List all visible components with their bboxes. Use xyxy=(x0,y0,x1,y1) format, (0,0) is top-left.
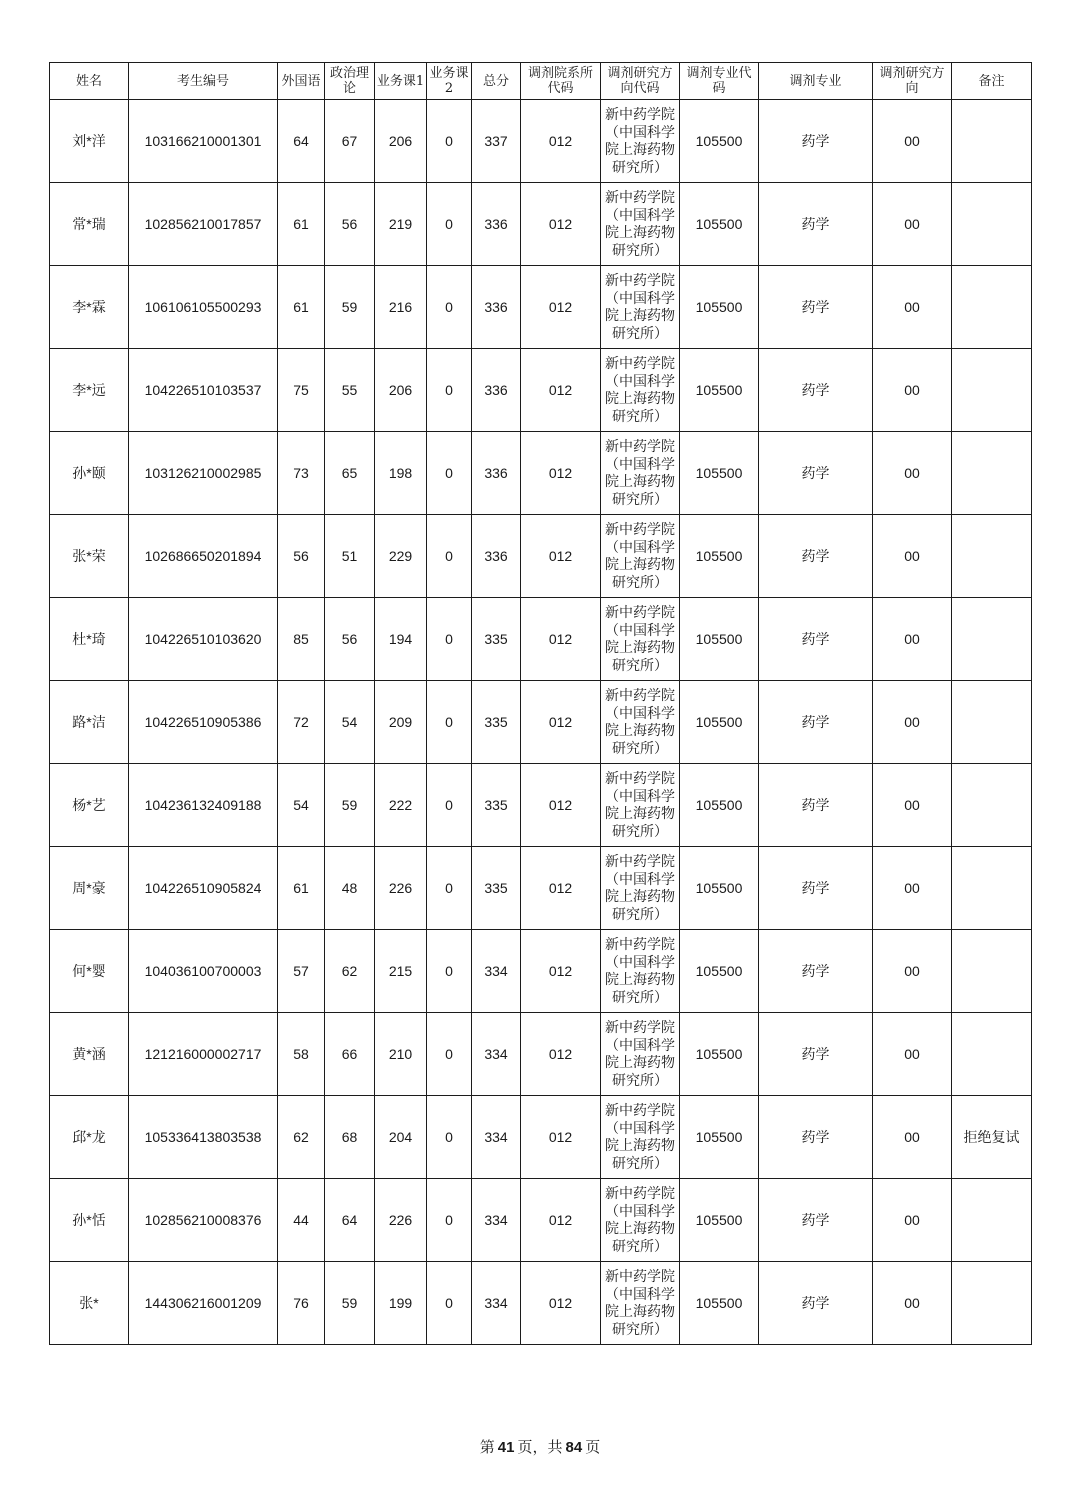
cell-direction: 00 xyxy=(873,1179,952,1262)
header-major: 调剂专业 xyxy=(759,63,873,100)
cell-direction: 00 xyxy=(873,1013,952,1096)
cell-foreign-language: 61 xyxy=(278,847,325,930)
cell-major-code: 105500 xyxy=(680,847,759,930)
cell-major-code: 105500 xyxy=(680,1179,759,1262)
cell-total: 334 xyxy=(472,1013,521,1096)
header-subject-2: 业务课2 xyxy=(427,63,472,100)
table-row xyxy=(50,183,1032,266)
cell-subject-2: 0 xyxy=(427,681,472,764)
cell-exam-id: 106106105500293 xyxy=(129,266,278,349)
cell-name: 杨*艺 xyxy=(50,764,129,847)
cell-remark xyxy=(952,266,1032,349)
cell-foreign-language: 75 xyxy=(278,349,325,432)
cell-dept-code: 012 xyxy=(521,847,601,930)
cell-total: 335 xyxy=(472,764,521,847)
cell-remark xyxy=(952,432,1032,515)
cell-subject-1: 229 xyxy=(375,515,427,598)
cell-remark xyxy=(952,349,1032,432)
cell-exam-id: 104036100700003 xyxy=(129,930,278,1013)
cell-major: 药学 xyxy=(759,930,873,1013)
cell-subject-1: 222 xyxy=(375,764,427,847)
cell-subject-2: 0 xyxy=(427,266,472,349)
cell-major-code: 105500 xyxy=(680,1013,759,1096)
cell-direction: 00 xyxy=(873,515,952,598)
cell-major: 药学 xyxy=(759,681,873,764)
cell-dept-code: 012 xyxy=(521,1096,601,1179)
cell-college: 新中药学院（中国科学院上海药物研究所） xyxy=(601,183,680,266)
cell-major: 药学 xyxy=(759,183,873,266)
cell-remark xyxy=(952,681,1032,764)
header-dept-code: 调剂院系所代码 xyxy=(521,63,601,100)
score-table-container xyxy=(49,62,1031,1345)
header-direction-code: 调剂研究方向代码 xyxy=(601,63,680,100)
cell-major-code: 105500 xyxy=(680,100,759,183)
cell-college: 新中药学院（中国科学院上海药物研究所） xyxy=(601,1013,680,1096)
total-page-count: 84 xyxy=(565,1439,583,1456)
cell-name: 杜*琦 xyxy=(50,598,129,681)
cell-dept-code: 012 xyxy=(521,515,601,598)
cell-major: 药学 xyxy=(759,1262,873,1345)
cell-subject-2: 0 xyxy=(427,764,472,847)
cell-subject-1: 206 xyxy=(375,349,427,432)
cell-remark: 拒绝复试 xyxy=(952,1096,1032,1179)
cell-major-code: 105500 xyxy=(680,598,759,681)
cell-total: 335 xyxy=(472,681,521,764)
cell-politics: 65 xyxy=(325,432,375,515)
cell-direction: 00 xyxy=(873,681,952,764)
cell-name: 张* xyxy=(50,1262,129,1345)
cell-total: 335 xyxy=(472,598,521,681)
cell-college: 新中药学院（中国科学院上海药物研究所） xyxy=(601,432,680,515)
cell-direction: 00 xyxy=(873,930,952,1013)
cell-college: 新中药学院（中国科学院上海药物研究所） xyxy=(601,930,680,1013)
cell-exam-id: 102856210008376 xyxy=(129,1179,278,1262)
cell-politics: 62 xyxy=(325,930,375,1013)
cell-politics: 66 xyxy=(325,1013,375,1096)
cell-total: 334 xyxy=(472,1179,521,1262)
cell-name: 李*霖 xyxy=(50,266,129,349)
cell-exam-id: 144306216001209 xyxy=(129,1262,278,1345)
cell-total: 334 xyxy=(472,1262,521,1345)
cell-name: 周*豪 xyxy=(50,847,129,930)
footer-middle: 页，共 xyxy=(517,1438,563,1456)
footer-prefix: 第 xyxy=(479,1438,495,1456)
cell-exam-id: 102686650201894 xyxy=(129,515,278,598)
cell-subject-2: 0 xyxy=(427,183,472,266)
cell-foreign-language: 72 xyxy=(278,681,325,764)
cell-major: 药学 xyxy=(759,1013,873,1096)
cell-major-code: 105500 xyxy=(680,930,759,1013)
cell-exam-id: 104226510103537 xyxy=(129,349,278,432)
cell-major: 药学 xyxy=(759,349,873,432)
cell-remark xyxy=(952,847,1032,930)
cell-remark xyxy=(952,598,1032,681)
cell-name: 何*婴 xyxy=(50,930,129,1013)
cell-subject-2: 0 xyxy=(427,515,472,598)
cell-exam-id: 121216000002717 xyxy=(129,1013,278,1096)
cell-subject-2: 0 xyxy=(427,1096,472,1179)
cell-subject-1: 194 xyxy=(375,598,427,681)
cell-college: 新中药学院（中国科学院上海药物研究所） xyxy=(601,764,680,847)
cell-major-code: 105500 xyxy=(680,681,759,764)
cell-major: 药学 xyxy=(759,100,873,183)
cell-total: 337 xyxy=(472,100,521,183)
cell-dept-code: 012 xyxy=(521,349,601,432)
table-row xyxy=(50,1262,1032,1345)
cell-direction: 00 xyxy=(873,266,952,349)
cell-subject-1: 226 xyxy=(375,1179,427,1262)
cell-direction: 00 xyxy=(873,183,952,266)
header-direction: 调剂研究方向 xyxy=(873,63,952,100)
cell-direction: 00 xyxy=(873,432,952,515)
cell-subject-1: 206 xyxy=(375,100,427,183)
cell-direction: 00 xyxy=(873,847,952,930)
header-name: 姓名 xyxy=(50,63,129,100)
cell-total: 336 xyxy=(472,183,521,266)
cell-politics: 56 xyxy=(325,598,375,681)
cell-major-code: 105500 xyxy=(680,183,759,266)
cell-remark xyxy=(952,1013,1032,1096)
cell-politics: 59 xyxy=(325,266,375,349)
cell-dept-code: 012 xyxy=(521,598,601,681)
table-row xyxy=(50,266,1032,349)
cell-exam-id: 104226510905824 xyxy=(129,847,278,930)
cell-politics: 51 xyxy=(325,515,375,598)
cell-major-code: 105500 xyxy=(680,515,759,598)
cell-major-code: 105500 xyxy=(680,349,759,432)
cell-major-code: 105500 xyxy=(680,1262,759,1345)
header-major-code: 调剂专业代码 xyxy=(680,63,759,100)
cell-direction: 00 xyxy=(873,1262,952,1345)
cell-subject-1: 199 xyxy=(375,1262,427,1345)
cell-foreign-language: 54 xyxy=(278,764,325,847)
cell-college: 新中药学院（中国科学院上海药物研究所） xyxy=(601,1179,680,1262)
cell-subject-1: 198 xyxy=(375,432,427,515)
cell-foreign-language: 62 xyxy=(278,1096,325,1179)
table-row xyxy=(50,1013,1032,1096)
table-row xyxy=(50,764,1032,847)
cell-total: 336 xyxy=(472,432,521,515)
cell-name: 李*远 xyxy=(50,349,129,432)
cell-dept-code: 012 xyxy=(521,764,601,847)
table-row xyxy=(50,349,1032,432)
cell-dept-code: 012 xyxy=(521,681,601,764)
cell-politics: 55 xyxy=(325,349,375,432)
cell-subject-2: 0 xyxy=(427,1262,472,1345)
cell-foreign-language: 44 xyxy=(278,1179,325,1262)
cell-name: 路*洁 xyxy=(50,681,129,764)
cell-major: 药学 xyxy=(759,598,873,681)
cell-exam-id: 103166210001301 xyxy=(129,100,278,183)
cell-subject-2: 0 xyxy=(427,598,472,681)
table-row xyxy=(50,1096,1032,1179)
cell-name: 孙*恬 xyxy=(50,1179,129,1262)
cell-politics: 48 xyxy=(325,847,375,930)
cell-remark xyxy=(952,1179,1032,1262)
table-row xyxy=(50,100,1032,183)
cell-politics: 64 xyxy=(325,1179,375,1262)
cell-total: 336 xyxy=(472,349,521,432)
cell-dept-code: 012 xyxy=(521,432,601,515)
cell-major: 药学 xyxy=(759,266,873,349)
cell-major: 药学 xyxy=(759,1096,873,1179)
cell-total: 335 xyxy=(472,847,521,930)
cell-subject-1: 204 xyxy=(375,1096,427,1179)
cell-total: 336 xyxy=(472,266,521,349)
cell-subject-1: 216 xyxy=(375,266,427,349)
cell-dept-code: 012 xyxy=(521,266,601,349)
cell-subject-2: 0 xyxy=(427,930,472,1013)
header-foreign-language: 外国语 xyxy=(278,63,325,100)
cell-remark xyxy=(952,1262,1032,1345)
cell-subject-2: 0 xyxy=(427,1179,472,1262)
cell-exam-id: 104236132409188 xyxy=(129,764,278,847)
cell-subject-1: 209 xyxy=(375,681,427,764)
cell-politics: 56 xyxy=(325,183,375,266)
table-row xyxy=(50,1179,1032,1262)
page-footer xyxy=(0,1436,1080,1457)
cell-name: 张*荣 xyxy=(50,515,129,598)
cell-foreign-language: 64 xyxy=(278,100,325,183)
table-body xyxy=(50,100,1032,1345)
cell-direction: 00 xyxy=(873,1096,952,1179)
cell-college: 新中药学院（中国科学院上海药物研究所） xyxy=(601,266,680,349)
cell-politics: 59 xyxy=(325,764,375,847)
cell-major-code: 105500 xyxy=(680,432,759,515)
cell-total: 334 xyxy=(472,1096,521,1179)
cell-direction: 00 xyxy=(873,764,952,847)
header-politics: 政治理论 xyxy=(325,63,375,100)
header-total: 总分 xyxy=(472,63,521,100)
cell-name: 孙*颐 xyxy=(50,432,129,515)
cell-subject-1: 226 xyxy=(375,847,427,930)
cell-dept-code: 012 xyxy=(521,1262,601,1345)
cell-total: 336 xyxy=(472,515,521,598)
cell-exam-id: 105336413803538 xyxy=(129,1096,278,1179)
cell-subject-2: 0 xyxy=(427,1013,472,1096)
cell-foreign-language: 61 xyxy=(278,266,325,349)
cell-name: 刘*洋 xyxy=(50,100,129,183)
cell-foreign-language: 57 xyxy=(278,930,325,1013)
cell-dept-code: 012 xyxy=(521,183,601,266)
cell-subject-2: 0 xyxy=(427,349,472,432)
cell-subject-2: 0 xyxy=(427,847,472,930)
cell-college: 新中药学院（中国科学院上海药物研究所） xyxy=(601,847,680,930)
cell-foreign-language: 76 xyxy=(278,1262,325,1345)
cell-politics: 67 xyxy=(325,100,375,183)
cell-major: 药学 xyxy=(759,764,873,847)
cell-college: 新中药学院（中国科学院上海药物研究所） xyxy=(601,681,680,764)
header-exam-id: 考生编号 xyxy=(129,63,278,100)
cell-direction: 00 xyxy=(873,100,952,183)
cell-politics: 59 xyxy=(325,1262,375,1345)
cell-major: 药学 xyxy=(759,1179,873,1262)
cell-exam-id: 104226510103620 xyxy=(129,598,278,681)
cell-subject-2: 0 xyxy=(427,432,472,515)
cell-major-code: 105500 xyxy=(680,266,759,349)
footer-suffix: 页 xyxy=(585,1438,601,1456)
cell-major: 药学 xyxy=(759,847,873,930)
cell-foreign-language: 85 xyxy=(278,598,325,681)
cell-remark xyxy=(952,515,1032,598)
cell-foreign-language: 73 xyxy=(278,432,325,515)
cell-exam-id: 104226510905386 xyxy=(129,681,278,764)
cell-exam-id: 103126210002985 xyxy=(129,432,278,515)
cell-foreign-language: 56 xyxy=(278,515,325,598)
cell-college: 新中药学院（中国科学院上海药物研究所） xyxy=(601,515,680,598)
table-row xyxy=(50,515,1032,598)
cell-major-code: 105500 xyxy=(680,1096,759,1179)
cell-subject-1: 210 xyxy=(375,1013,427,1096)
cell-total: 334 xyxy=(472,930,521,1013)
cell-politics: 68 xyxy=(325,1096,375,1179)
cell-college: 新中药学院（中国科学院上海药物研究所） xyxy=(601,100,680,183)
cell-remark xyxy=(952,930,1032,1013)
cell-politics: 54 xyxy=(325,681,375,764)
cell-college: 新中药学院（中国科学院上海药物研究所） xyxy=(601,1096,680,1179)
cell-dept-code: 012 xyxy=(521,100,601,183)
cell-subject-2: 0 xyxy=(427,100,472,183)
cell-college: 新中药学院（中国科学院上海药物研究所） xyxy=(601,1262,680,1345)
table-header-row xyxy=(50,63,1032,100)
cell-direction: 00 xyxy=(873,349,952,432)
cell-major: 药学 xyxy=(759,515,873,598)
cell-dept-code: 012 xyxy=(521,1179,601,1262)
cell-college: 新中药学院（中国科学院上海药物研究所） xyxy=(601,349,680,432)
transfer-score-table xyxy=(49,62,1032,1345)
table-row xyxy=(50,598,1032,681)
cell-direction: 00 xyxy=(873,598,952,681)
cell-remark xyxy=(952,100,1032,183)
cell-major: 药学 xyxy=(759,432,873,515)
header-subject-1: 业务课1 xyxy=(375,63,427,100)
cell-foreign-language: 58 xyxy=(278,1013,325,1096)
table-row xyxy=(50,847,1032,930)
table-row xyxy=(50,432,1032,515)
cell-subject-1: 215 xyxy=(375,930,427,1013)
cell-major-code: 105500 xyxy=(680,764,759,847)
cell-subject-1: 219 xyxy=(375,183,427,266)
cell-dept-code: 012 xyxy=(521,1013,601,1096)
current-page-number: 41 xyxy=(497,1439,515,1456)
header-remark: 备注 xyxy=(952,63,1032,100)
cell-name: 常*瑞 xyxy=(50,183,129,266)
cell-college: 新中药学院（中国科学院上海药物研究所） xyxy=(601,598,680,681)
cell-foreign-language: 61 xyxy=(278,183,325,266)
cell-remark xyxy=(952,764,1032,847)
cell-name: 邱*龙 xyxy=(50,1096,129,1179)
cell-name: 黄*涵 xyxy=(50,1013,129,1096)
table-row xyxy=(50,681,1032,764)
cell-exam-id: 102856210017857 xyxy=(129,183,278,266)
cell-dept-code: 012 xyxy=(521,930,601,1013)
table-row xyxy=(50,930,1032,1013)
cell-remark xyxy=(952,183,1032,266)
